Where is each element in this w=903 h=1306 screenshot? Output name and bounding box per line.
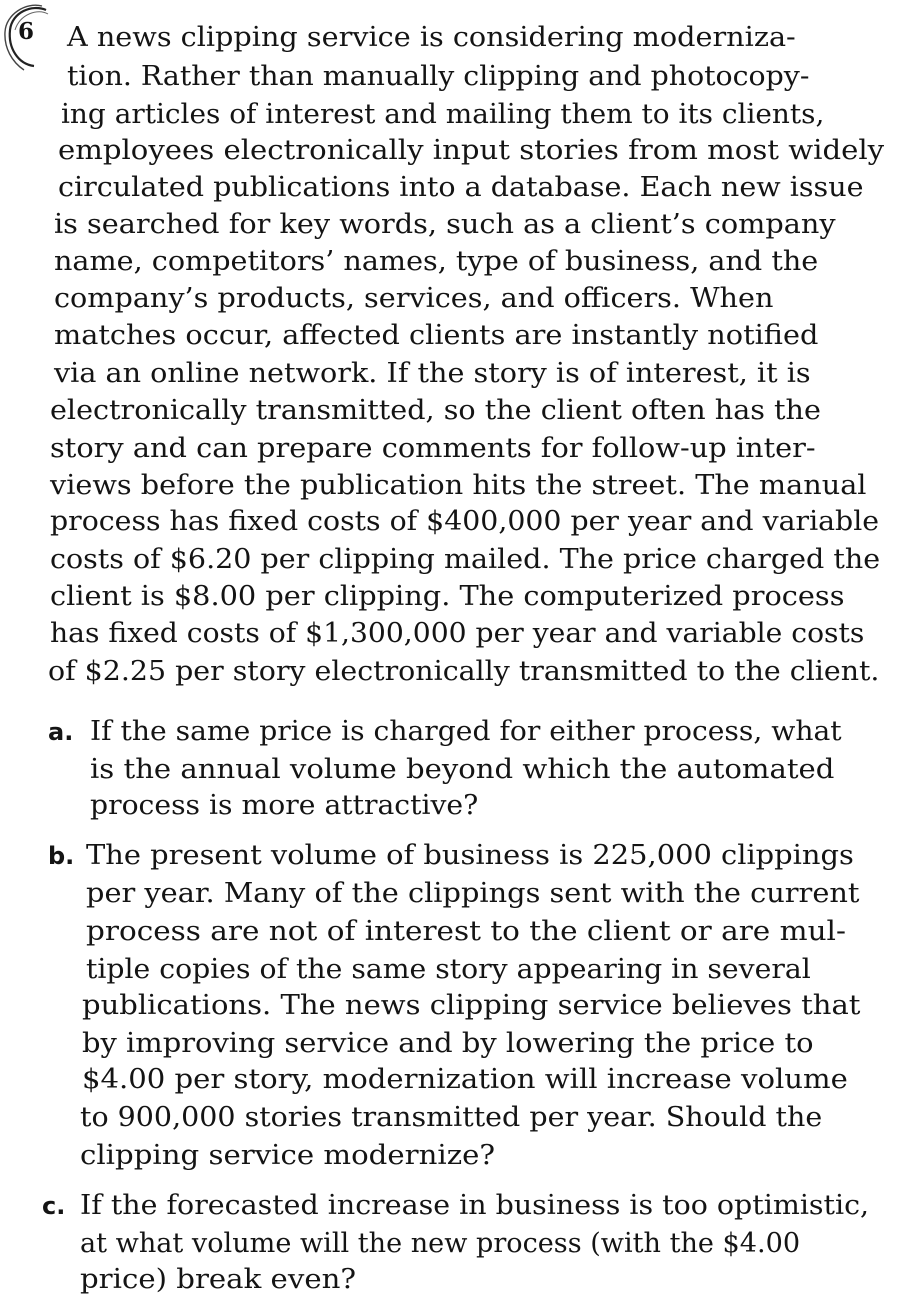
stem-line: circulated publications into a database. Each new issue [58,171,864,203]
problem-number-badge [2,4,64,72]
item-line: process are not of interest to the client or are mul- [86,915,846,947]
stem-line: via an online network. If the story is of interest, it is [54,357,811,389]
stem-line: views before the publication hits the street. The manual [50,469,867,501]
item-line: publications. The news clipping service believes that [82,989,861,1021]
stem-line: is searched for key words, such as a client’s company [54,208,836,240]
item-line: clipping service modernize? [80,1139,496,1171]
stem-line: company’s products, services, and officers. When [54,282,774,314]
item-letter: a. [48,718,74,746]
stem-line: employees electronically input stories from most widely [58,134,885,166]
stem-line: process has fixed costs of $400,000 per year and variable [50,505,880,537]
item-line: is the annual volume beyond which the automated [90,753,835,785]
stem-line: client is $8.00 per clipping. The computerized process [50,580,845,612]
item-line: price) break even? [80,1263,357,1295]
stem-line: costs of $6.20 per clipping mailed. The price charged the [50,543,881,575]
stem-line: name, competitors’ names, type of business, and the [54,245,819,277]
item-letter: b. [48,842,75,870]
problem-number: 6 [18,18,35,45]
item-line: If the same price is charged for either process, what [90,715,842,747]
stem-line: tion. Rather than manually clipping and photocopy- [67,60,810,92]
item-line: by improving service and by lowering the price to [82,1027,814,1059]
stem-line: electronically transmitted, so the client often has the [50,394,821,426]
item-line: per year. Many of the clippings sent with the current [86,877,860,909]
stem-line: has fixed costs of $1,300,000 per year and variable costs [50,617,865,649]
stem-line: A news clipping service is considering moderniza- [67,21,796,53]
item-line: The present volume of business is 225,000 clippings [86,839,854,871]
item-line: If the forecasted increase in business is too optimistic, [80,1189,870,1221]
item-line: to 900,000 stories transmitted per year. Should the [80,1101,823,1133]
stem-line: story and can prepare comments for follow-up inter- [50,432,816,464]
item-line: tiple copies of the same story appearing in several [86,953,811,985]
stem-line: of $2.25 per story electronically transmitted to the client. [48,655,880,687]
item-line: $4.00 per story, modernization will increase volume [82,1063,848,1095]
stem-line: matches occur, affected clients are instantly notified [54,319,819,351]
item-letter: c. [42,1192,66,1220]
item-line: process is more attractive? [90,789,479,821]
item-line: at what volume will the new process (with the $4.00 [80,1227,801,1259]
stem-line: ing articles of interest and mailing them to its clients, [61,98,825,130]
